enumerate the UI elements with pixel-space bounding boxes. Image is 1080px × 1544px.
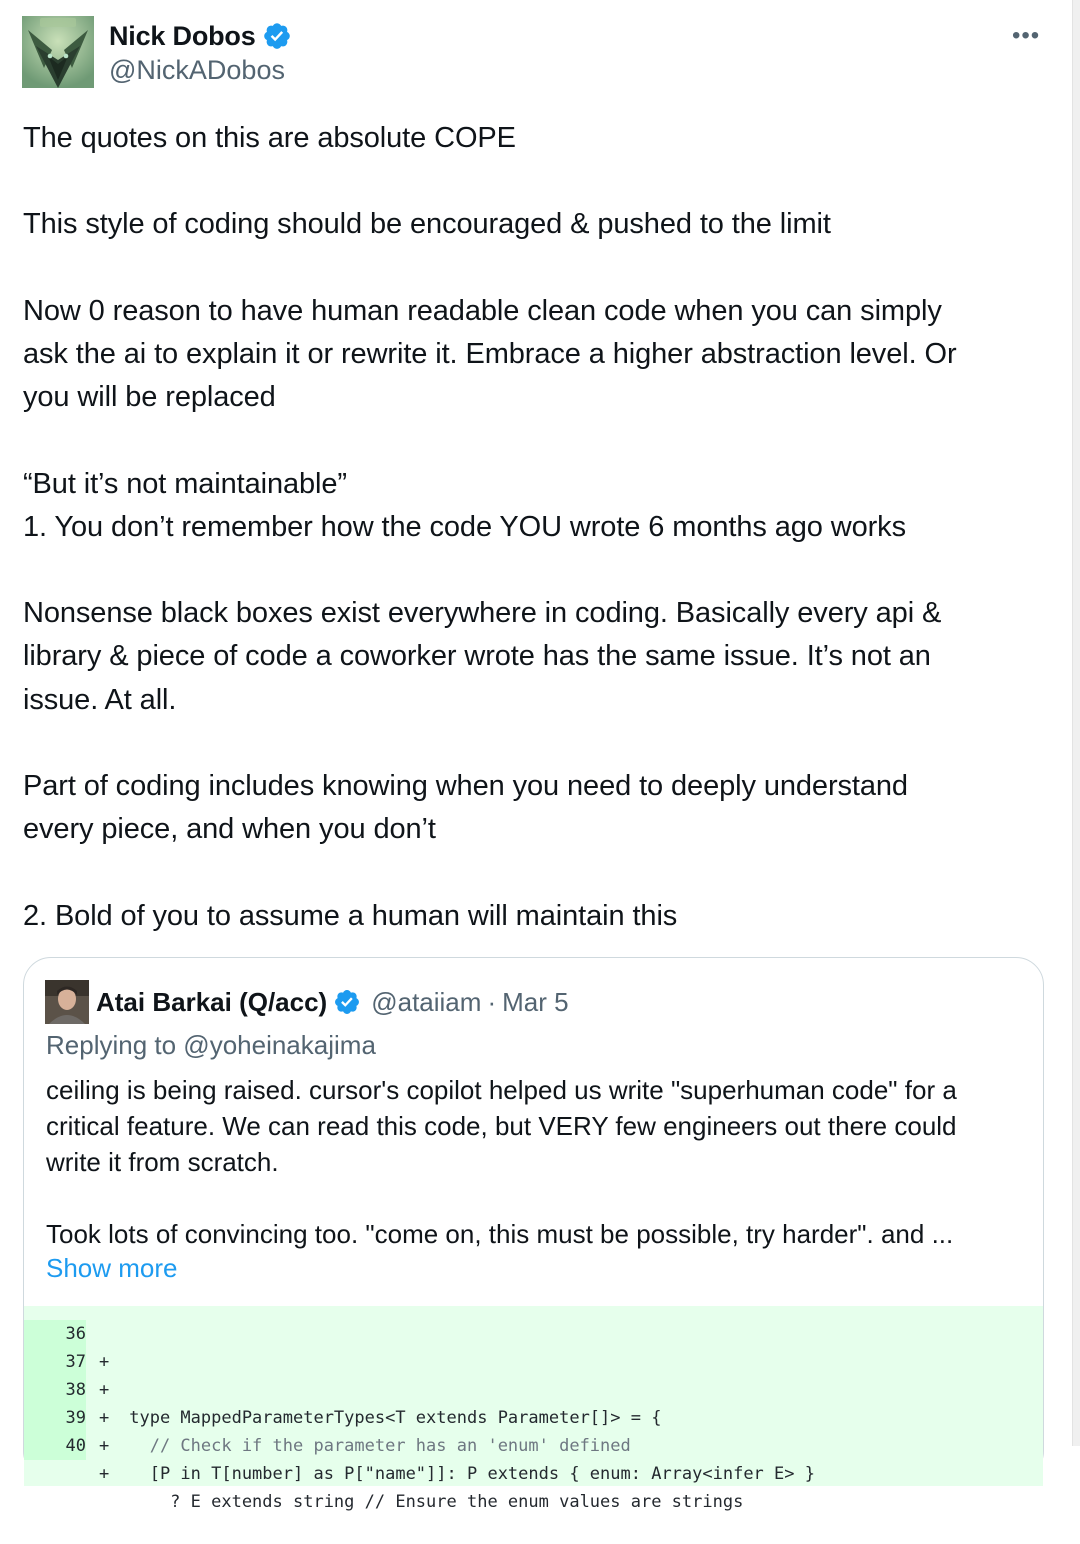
diff-marker: +: [99, 1380, 110, 1400]
tweet-text: The quotes on this are absolute COPE This style of coding should be encouraged & pushed to the limit Now 0 reason to have human readable clean code when you can simply ask the ai to explain it or rewrite it. Embrace a higher abstraction level. Or you will be replaced “But it’s not maintainable” 1. You don’t remember how the code YOU wrote 6 months ago works Nonsense black boxes exist everywhere in coding. Basically every api & library & piece of code a coworker wrote has the same issue. It’s not an issue. At all. Part of coding includes knowing when you need to deeply understand every piece, and when you don’t 2. Bold of you to assume a human will maintain this: [23, 122, 957, 932]
diff-marker: +: [99, 1352, 110, 1372]
code-text: // Check if the parameter has an 'enum' defined: [119, 1436, 631, 1456]
line-number: 39: [24, 1404, 86, 1432]
line-number: 40: [24, 1432, 86, 1460]
code-diff-image: [24, 1306, 1043, 1512]
replying-to: Replying to @yoheinakajima: [46, 1030, 376, 1060]
quoted-date[interactable]: Mar 5: [502, 986, 569, 1017]
code-text: ? E extends string // Ensure the enum values are strings: [119, 1492, 744, 1512]
diff-marker: +: [99, 1408, 110, 1428]
quoted-tweet-card[interactable]: [23, 957, 1044, 1512]
quoted-author-handle[interactable]: @ataiiam: [371, 986, 482, 1017]
code-text: [P in T[number] as P["name"]]: P extends { enum: Array<infer E> }: [119, 1464, 815, 1484]
verified-badge-icon: [333, 988, 361, 1016]
line-number: 37: [24, 1348, 86, 1376]
verified-badge-icon: [262, 21, 292, 51]
code-text: type MappedParameterTypes<T extends Parameter[]> = {: [119, 1408, 662, 1428]
quoted-tweet-text: ceiling is being raised. cursor's copilot helped us write "superhuman code" for a critical feature. We can read this code, but VERY few engineers out there could write it from scratch. Took lots of convincing too. "come on, this must be possible, try harder". and ...: [46, 1075, 957, 1249]
author-name-row: [109, 18, 292, 54]
person-avatar-icon: [45, 980, 89, 1024]
line-number: 38: [24, 1376, 86, 1404]
scrollbar[interactable]: [1072, 0, 1080, 1446]
line-number: 36: [24, 1320, 86, 1348]
quoted-header: [96, 982, 569, 1022]
author-avatar[interactable]: [22, 16, 94, 88]
author-name[interactable]: Nick Dobos: [109, 20, 256, 51]
fox-avatar-icon: [22, 16, 94, 88]
separator-dot: ·: [487, 986, 497, 1017]
show-more-link[interactable]: Show more: [46, 1253, 178, 1283]
diff-marker: +: [99, 1436, 110, 1456]
quoted-author-avatar: [45, 980, 89, 1024]
author-handle[interactable]: @NickADobos: [109, 55, 285, 85]
quoted-author-name[interactable]: Atai Barkai (Q/acc): [96, 986, 328, 1017]
diff-marker: +: [99, 1464, 110, 1484]
more-horizontal-icon[interactable]: •••: [1012, 22, 1041, 49]
